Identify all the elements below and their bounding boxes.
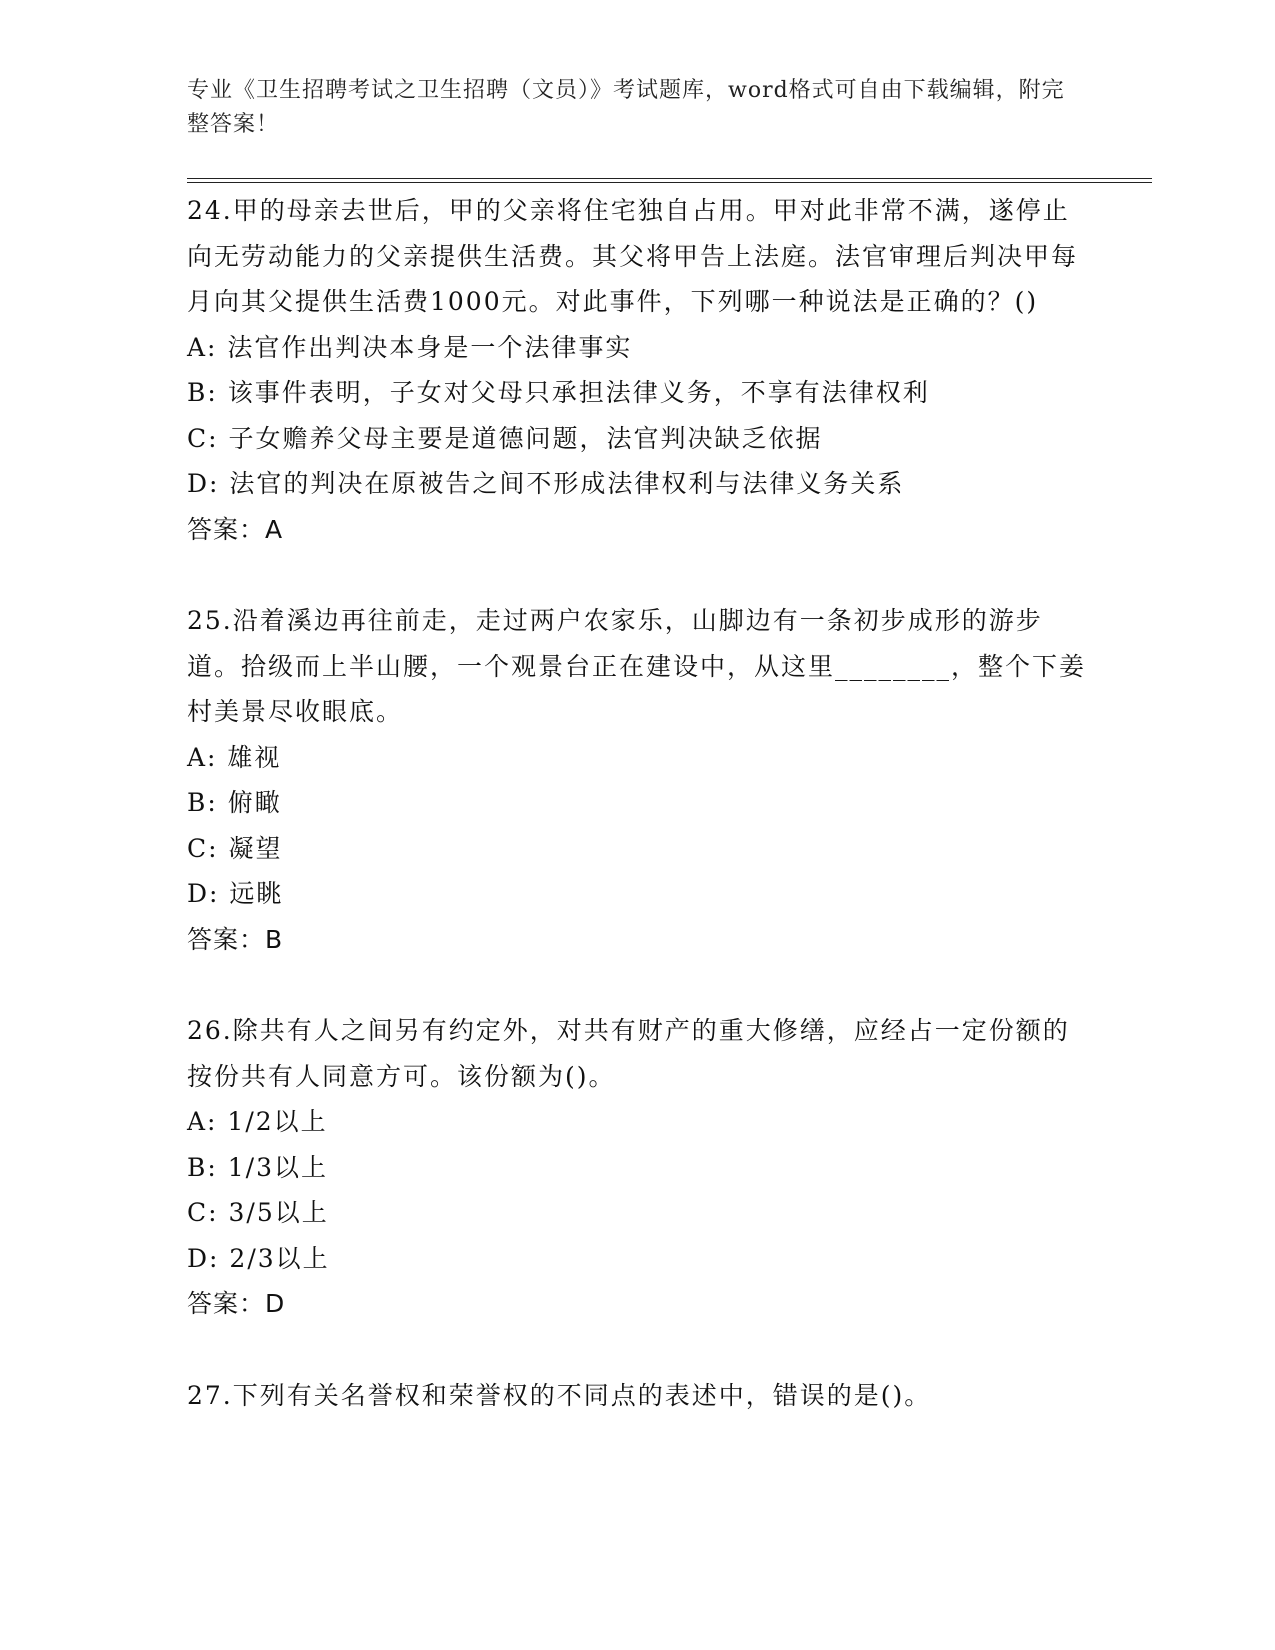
option-c: C: 3/5以上 <box>187 1198 329 1227</box>
question-stem: 25.沿着溪边再往前走，走过两户农家乐，山脚边有一条初步成形的游步道。拾级而上半山腰，一个观景台正在建设中，从这里________，整个下姜村美景尽收眼底。 <box>187 606 1087 726</box>
option-a: A: 法官作出判决本身是一个法律事实 <box>187 332 633 362</box>
question-stem: 26.除共有人之间另有约定外，对共有财产的重大修缮，应经占一定份额的按份共有人同意方可。该份额为()。 <box>187 1016 1070 1091</box>
answer-line: 答案：D <box>187 1289 286 1318</box>
header-divider <box>187 178 1152 183</box>
option-d: D: 远眺 <box>187 879 284 908</box>
document-header: 专业《卫生招聘考试之卫生招聘（文员）》考试题库，word格式可自由下载编辑，附完整答案！ <box>187 78 1065 137</box>
option-d: D: 法官的判决在原被告之间不形成法律权利与法律义务关系 <box>187 469 905 498</box>
option-b: B: 1/3以上 <box>187 1152 328 1182</box>
option-b: B: 该事件表明，子女对父母只承担法律义务，不享有法律权利 <box>187 378 930 407</box>
option-b: B: 俯瞰 <box>187 788 282 817</box>
question-27 <box>187 1373 1087 1419</box>
answer-line: 答案：B <box>187 924 284 954</box>
option-c: C: 子女赡养父母主要是道德问题，法官判决缺乏依据 <box>187 423 823 453</box>
question-stem: 27.下列有关名誉权和荣誉权的不同点的表述中，错误的是()。 <box>187 1380 932 1410</box>
option-c: C: 凝望 <box>187 833 283 863</box>
answer-line: 答案：A <box>187 514 284 544</box>
option-a: A: 1/2以上 <box>187 1107 328 1136</box>
question-26 <box>187 1008 1087 1327</box>
option-a: A: 雄视 <box>187 742 282 772</box>
question-list <box>187 188 1087 1464</box>
question-24 <box>187 188 1087 552</box>
question-stem: 24.甲的母亲去世后，甲的父亲将住宅独自占用。甲对此非常不满，遂停止向无劳动能力的父亲提供生活费。其父将甲告上法庭。法官审理后判决甲每月向其父提供生活费1000元。对此事件，下列哪一种说法是正确的？() <box>187 196 1079 316</box>
option-d: D: 2/3以上 <box>187 1243 330 1273</box>
question-25 <box>187 598 1087 962</box>
